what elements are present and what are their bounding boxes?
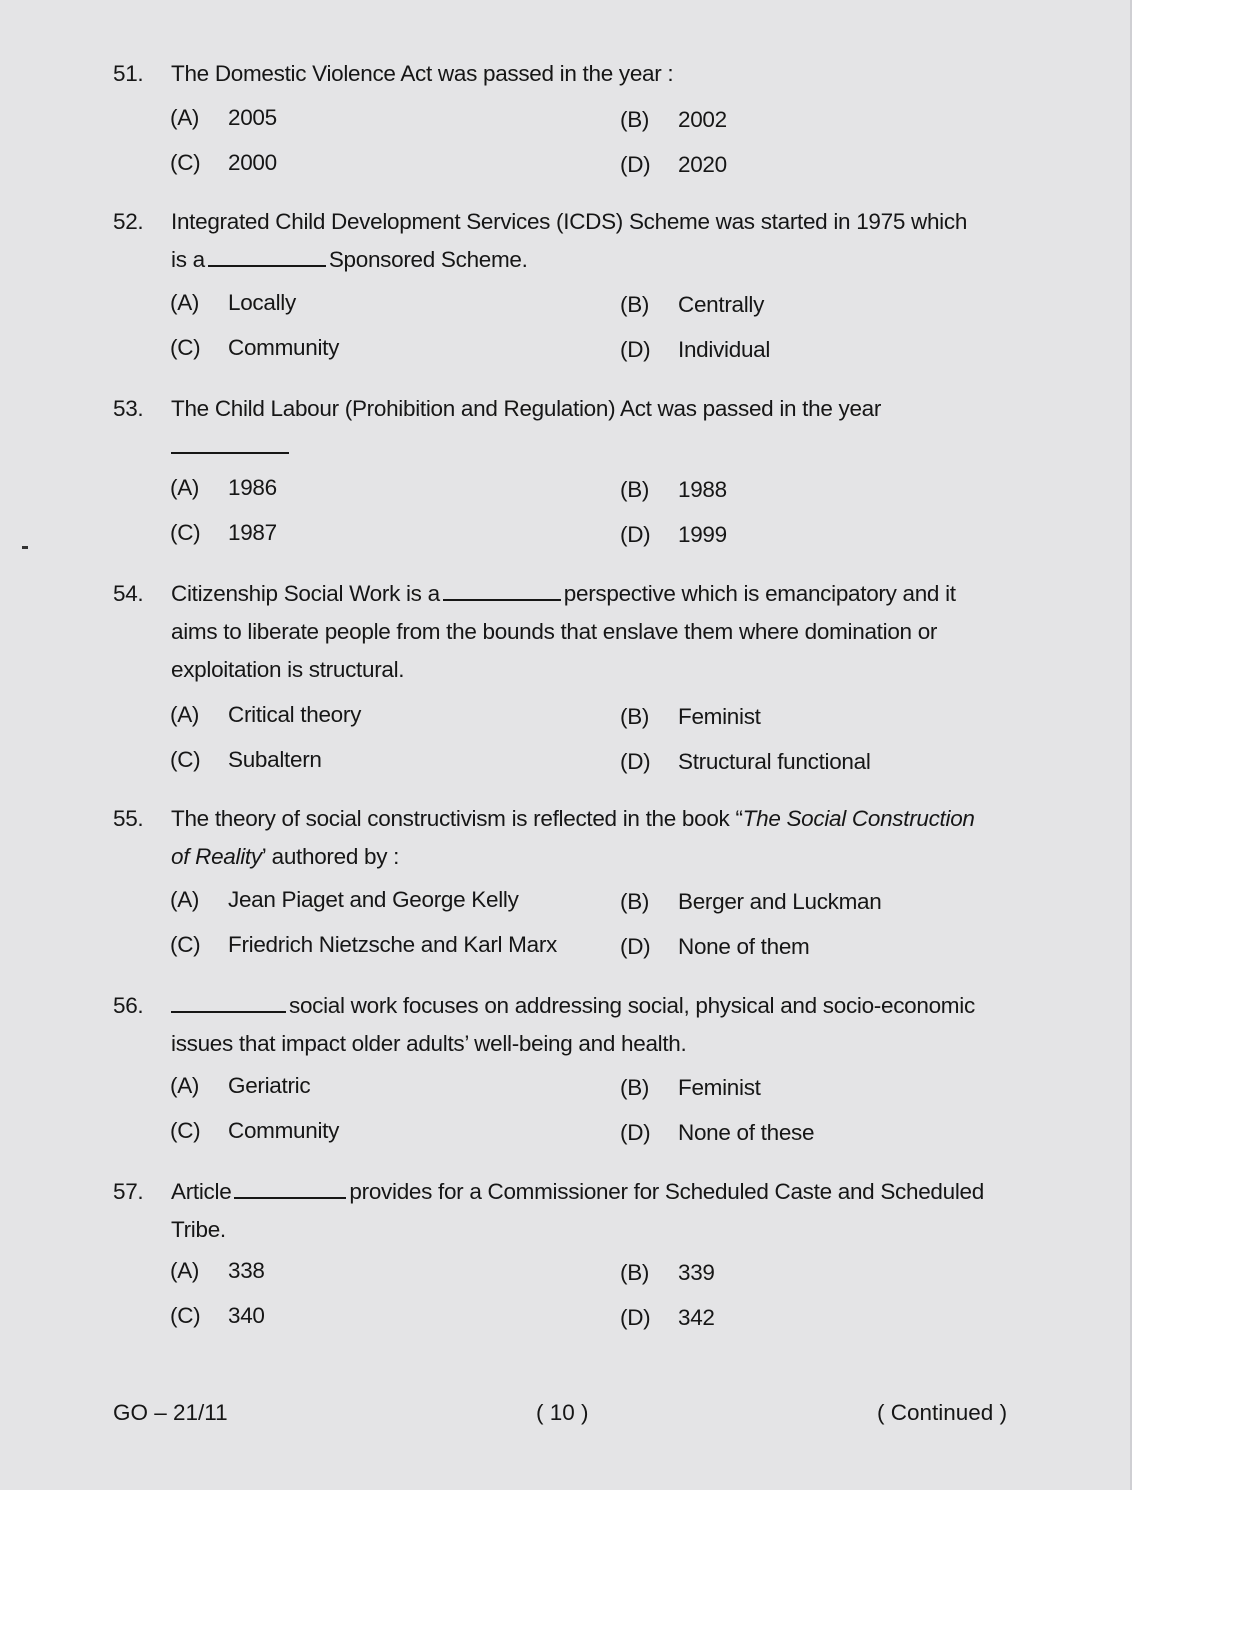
option-57-d: (D) 342 (620, 1305, 715, 1330)
page-number: ( 10 ) (536, 1400, 589, 1425)
paper-code: GO – 21/11 (113, 1400, 228, 1425)
question-54 (113, 575, 1043, 689)
question-text: Citizenship Social Work is a perspective which is emancipatory and it aims to liberate people from the bounds that enslave them where domination or exploitation is structural. (171, 581, 956, 682)
question-52 (113, 203, 1043, 279)
question-text: The Child Labour (Prohibition and Regulation) Act was passed in the year (171, 390, 1043, 466)
question-number: 52. (113, 209, 144, 234)
question-number: 56. (113, 993, 144, 1018)
question-57 (113, 1173, 1043, 1249)
question-55 (113, 800, 1043, 876)
question-text: social work focuses on addressing social, physical and socio-economic issues that impact older adults’ well-being and health. (171, 993, 975, 1056)
option-55-a: (A) Jean Piaget and George Kelly (170, 887, 519, 912)
question-53 (113, 390, 1043, 466)
book-title-cont: of Reality (171, 844, 262, 869)
option-52-b: (B) Centrally (620, 292, 765, 317)
question-number: 57. (113, 1179, 144, 1204)
option-52-c: (C) Community (170, 335, 340, 360)
option-54-b: (B) Feminist (620, 704, 761, 729)
option-51-a: (A) 2005 (170, 105, 277, 130)
answer-blank (171, 434, 289, 454)
option-55-c: (C) Friedrich Nietzsche and Karl Marx (170, 932, 557, 957)
question-text: Integrated Child Development Services (ICDS) Scheme was started in 1975 which is a Sponsored Scheme. (171, 209, 968, 272)
option-51-c: (C) 2000 (170, 150, 277, 175)
book-title: The Social Construction (742, 806, 975, 831)
question-text: Article provides for a Commissioner for Scheduled Caste and Scheduled Tribe. (171, 1179, 984, 1242)
option-52-d: (D) Individual (620, 337, 771, 362)
option-56-a: (A) Geriatric (170, 1073, 311, 1098)
answer-blank (208, 247, 326, 267)
option-53-a: (A) 1986 (170, 475, 277, 500)
continued-label: ( Continued ) (877, 1400, 1008, 1425)
answer-blank (443, 581, 561, 601)
question-number: 53. (113, 396, 144, 421)
option-55-d: (D) None of them (620, 934, 810, 959)
option-57-c: (C) 340 (170, 1303, 265, 1328)
option-51-b: (B) 2002 (620, 107, 727, 132)
option-56-d: (D) None of these (620, 1120, 815, 1145)
question-56 (113, 987, 1043, 1063)
question-text: The Domestic Violence Act was passed in the year : (171, 61, 674, 86)
option-53-b: (B) 1988 (620, 477, 727, 502)
option-54-a: (A) Critical theory (170, 702, 362, 727)
option-53-c: (C) 1987 (170, 520, 277, 545)
option-55-b: (B) Berger and Luckman (620, 889, 882, 914)
option-54-c: (C) Subaltern (170, 747, 322, 772)
option-57-a: (A) 338 (170, 1258, 265, 1283)
question-number: 54. (113, 581, 144, 606)
question-number: 55. (113, 806, 144, 831)
question-text: The theory of social constructivism is reflected in the book “The Social Construction of Reality’ authored by : (171, 806, 975, 869)
option-56-c: (C) Community (170, 1118, 340, 1143)
option-52-a: (A) Locally (170, 290, 296, 315)
option-54-d: (D) Structural functional (620, 749, 871, 774)
answer-blank (171, 993, 286, 1013)
option-53-d: (D) 1999 (620, 522, 727, 547)
answer-blank (234, 1179, 346, 1199)
option-51-d: (D) 2020 (620, 152, 727, 177)
option-56-b: (B) Feminist (620, 1075, 761, 1100)
question-number: 51. (113, 61, 144, 86)
option-57-b: (B) 339 (620, 1260, 715, 1285)
question-51 (113, 55, 1043, 93)
